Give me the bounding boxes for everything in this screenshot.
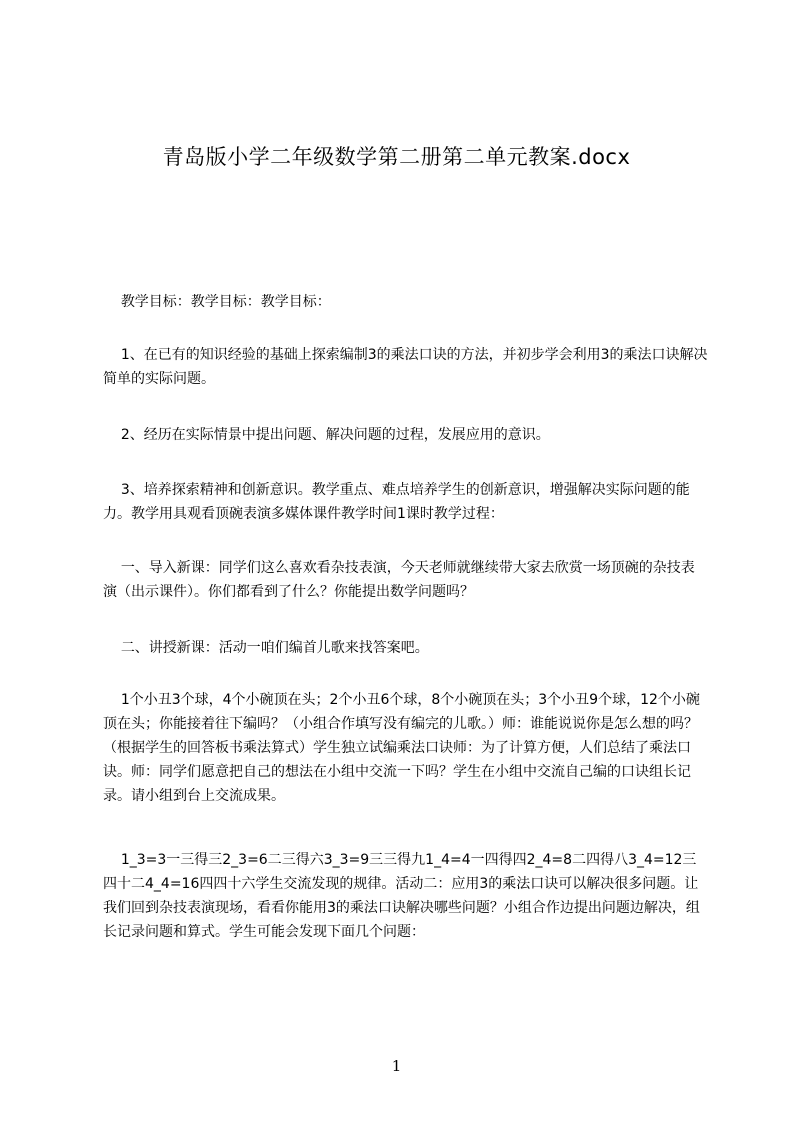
paragraph-multiplication-rhymes: 1_3=3一三得三2_3=6二三得六3_3=9三三得九1_4=4一四得四2_4=8二四得八3_4=12三四十二4_4=16四四十六学生交流发现的规律。活动二：应用3的乘法口诀可以解决很多问题。让我们回到杂技表演现场，看看你能用3的乘法口诀解决哪些问题？小组合作边提出问题边解决，组长记录问题和算式。学生可能会发现下面几个问题： <box>103 852 700 940</box>
paragraph-objective-3: 3、培养探索精神和创新意识。教学重点、难点培养学生的创新意识，增强解决实际问题的能力。教学用具观看顶碗表演多媒体课件教学时间1课时教学过程： <box>103 482 690 522</box>
paragraph-objective-1: 1、在已有的知识经验的基础上探索编制3的乘法口诀的方法，并初步学会利用3的乘法口诀解决简单的实际问题。 <box>103 347 708 387</box>
paragraph-objective-2: 2、经历在实际情景中提出问题、解决问题的过程，发展应用的意识。 <box>103 427 550 443</box>
paragraph-objectives-heading: 教学目标：教学目标：教学目标： <box>103 294 331 310</box>
paragraph-introduction: 一、导入新课：同学们这么喜欢看杂技表演，今天老师就继续带大家去欣赏一场顶碗的杂技表演（出示课件）。你们都看到了什么？你能提出数学问题吗？ <box>103 560 695 600</box>
paragraph-activity-one: 1个小丑3个球，4个小碗顶在头；2个小丑6个球，8个小碗顶在头；3个小丑9个球，12个小碗顶在头；你能接着往下编吗？（小组合作填写没有编完的儿歌。）师：谁能说说你是怎么想的吗？（根据学生的回答板书乘法算式）学生独立试编乘法口诀师：为了计算方便，人们总结了乘法口诀。师：同学们愿意把自己的想法在小组中交流一下吗？学生在小组中交流自己编的口诀组长记录。请小组到台上交流成果。 <box>103 692 700 804</box>
page-number: 1 <box>391 1057 402 1075</box>
document-title: 青岛版小学二年级数学第二册第二单元教案.docx <box>162 145 631 169</box>
paragraph-new-lesson: 二、讲授新课：活动一咱们编首儿歌来找答案吧。 <box>103 640 429 656</box>
